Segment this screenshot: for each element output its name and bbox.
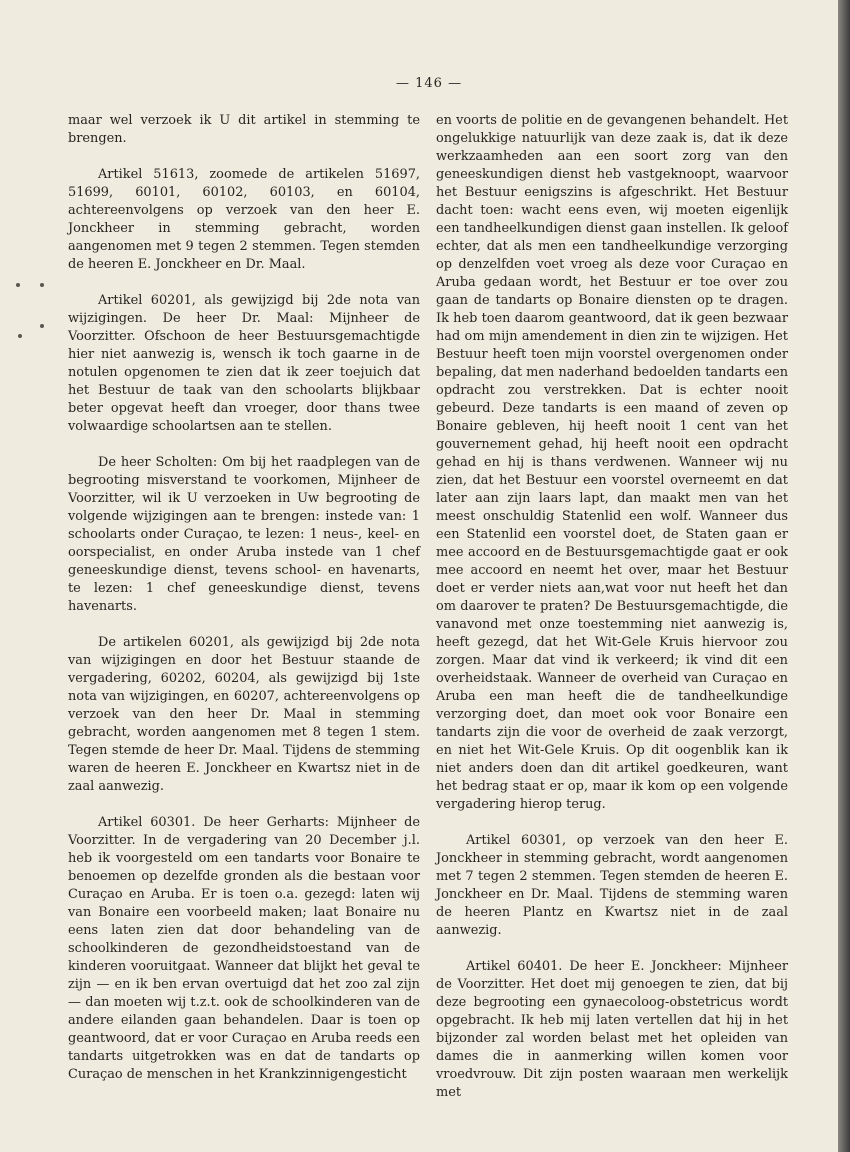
paragraph: Artikel 51613, zoomede de artikelen 51697, 51699, 60101, 60102, 60103, en 60104, achtereenvolgens op verzoek van den heer E. Jonckheer in stemming gebracht, worden aangenomen met 9 tegen 2 stemmen. Tegen stemden de heeren E. Jonckheer en Dr. Maal. — [68, 167, 420, 272]
margin-mark — [16, 283, 20, 287]
paragraph: Artikel 60401. De heer E. Jonckheer: Mijnheer de Voorzitter. Het doet mij genoegen te zien, dat bij deze begrooting een gynaecoloog-obstetricus wordt opgebracht. Ik heb mij laten vertellen dat hij in het bijzonder zal worden belast met het opleiden van dames die in aanmerking willen komen voor vroedvrouw. Dit zijn posten waaraan men werkelijk met — [436, 959, 788, 1100]
page-number: — 146 — — [396, 76, 463, 91]
paragraph: Artikel 60301, op verzoek van den heer E. Jonckheer in stemming gebracht, wordt aangenomen met 7 tegen 2 stemmen. Tegen stemden de heeren E. Jonckheer en Dr. Maal. Tijdens de stemming waren de heeren Plantz en Kwartsz niet in de zaal aanwezig. — [436, 833, 788, 938]
right-column — [436, 112, 788, 1102]
left-column — [68, 112, 420, 1084]
scan-edge — [838, 0, 850, 1152]
paragraph: De heer Scholten: Om bij het raadplegen van de begrooting misverstand te voorkomen, Mijnheer de Voorzitter, wil ik U verzoeken in Uw begrooting de volgende wijzigingen aan te brengen: instede van: 1 schoolarts onder Curaçao, te lezen: 1 neus-, keel- en oorspecialist, en onder Aruba instede van 1 chef geneeskundige dienst, tevens school- en havenarts, te lezen: 1 chef geneeskundige dienst, tevens havenarts. — [68, 455, 420, 614]
paragraph: Artikel 60201, als gewijzigd bij 2de nota van wijzigingen. De heer Dr. Maal: Mijnheer de Voorzitter. Ofschoon de heer Bestuursgemachtigde hier niet aanwezig is, wensch ik toch gaarne in de notulen opgenomen te zien dat ik zeer toejuich dat het Bestuur de taak van den schoolarts blijkbaar beter opgevat heeft dan vroeger, door thans twee volwaardige schoolartsen aan te stellen. — [68, 293, 420, 434]
margin-mark — [40, 324, 44, 328]
margin-mark — [18, 334, 22, 338]
paragraph: en voorts de politie en de gevangenen behandelt. Het ongelukkige natuurlijk van deze zaak is, dat ik deze werkzaamheden aan een soort zorg van den geneeskundigen dienst heb vastgeknoopt, waarvoor het Bestuur eenigszins is afgeschrikt. Het Bestuur dacht toen: wacht eens even, wij moeten eigenlijk een tandheelkundigen dienst gaan instellen. Ik geloof echter, dat als men een tandheelkundige verzorging op denzelfden voet vroeg als deze voor Curaçao en Aruba gedaan wordt, het Bestuur er toe over zou gaan de tandarts op Bonaire diensten op te dragen. Ik heb toen daarom geantwoord, dat ik geen bezwaar had om mijn amendement in dien zin te wijzigen. Het Bestuur heeft toen mijn voorstel overgenomen onder bepaling, dat men naderhand bedoelden tandarts een opdracht zou verstrekken. Dat is echter nooit gebeurd. Deze tandarts is een maand of zeven op Bonaire gebleven, hij heeft nooit 1 cent van het gouvernement gehad, hij heeft nooit een opdracht gehad en hij is thans verdwenen. Wanneer wij nu zien, dat het Bestuur een voorstel overneemt en dat later aan zijn laars lapt, dan maakt men van het meest onschuldig Statenlid een wolf. Wanneer dus een Statenlid een voorstel doet, de Staten gaan er mee accoord en de Bestuursgemachtigde gaat er ook mee accoord en neemt het over, maar het Bestuur doet er verder niets aan,wat voor nut heeft het dan om daarover te praten? De Bestuursgemachtigde, die vanavond met onze toestemming niet aanwezig is, heeft gezegd, dat het Wit-Gele Kruis hiervoor zou zorgen. Maar dat vind ik verkeerd; ik vind dit een overheidstaak. Wanneer de overheid van Curaçao en Aruba een man heeft die de tandheelkundige verzorging doet, dan moet ook voor Bonaire een tandarts zijn die voor de overheid de zaak verzorgt, en niet het Wit-Gele Kruis. Op dit oogenblik kan ik niet anders doen dan dit artikel goedkeuren, want het bedrag staat er op, maar ik kom op een volgende vergadering hierop terug. — [436, 113, 788, 812]
margin-mark — [40, 283, 44, 287]
paragraph: maar wel verzoek ik U dit artikel in stemming te brengen. — [68, 113, 420, 146]
paragraph: Artikel 60301. De heer Gerharts: Mijnheer de Voorzitter. In de vergadering van 20 December j.l. heb ik voorgesteld om een tandarts voor Bonaire te benoemen op dezelfde gronden als die bestaan voor Curaçao en Aruba. Er is toen o.a. gezegd: laten wij van Bonaire een voorbeeld maken; laat Bonaire nu eens laten zien dat door behandeling van de schoolkinderen de gezondheidstoestand van de kinderen vooruitgaat. Wanneer dat blijkt het geval te zijn — en ik ben ervan overtuigd dat het zoo zal zijn— dan moeten wij t.z.t. ook de schoolkinderen van de andere eilanden gaan behandelen. Daar is toen op geantwoord, dat er voor Curaçao en Aruba reeds een tandarts uitgetrokken was en dat de tandarts op Curaçao de menschen in het Krankzinnigengesticht — [68, 815, 420, 1082]
paragraph: De artikelen 60201, als gewijzigd bij 2de nota van wijzigingen en door het Bestuur staande de vergadering, 60202, 60204, als gewijzigd bij 1ste nota van wijzigingen, en 60207, achtereenvolgens op verzoek van den heer Dr. Maal in stemming gebracht, worden aangenomen met 8 tegen 1 stem. Tegen stemde de heer Dr. Maal. Tijdens de stemming waren de heeren E. Jonckheer en Kwartsz niet in de zaal aanwezig. — [68, 635, 420, 794]
